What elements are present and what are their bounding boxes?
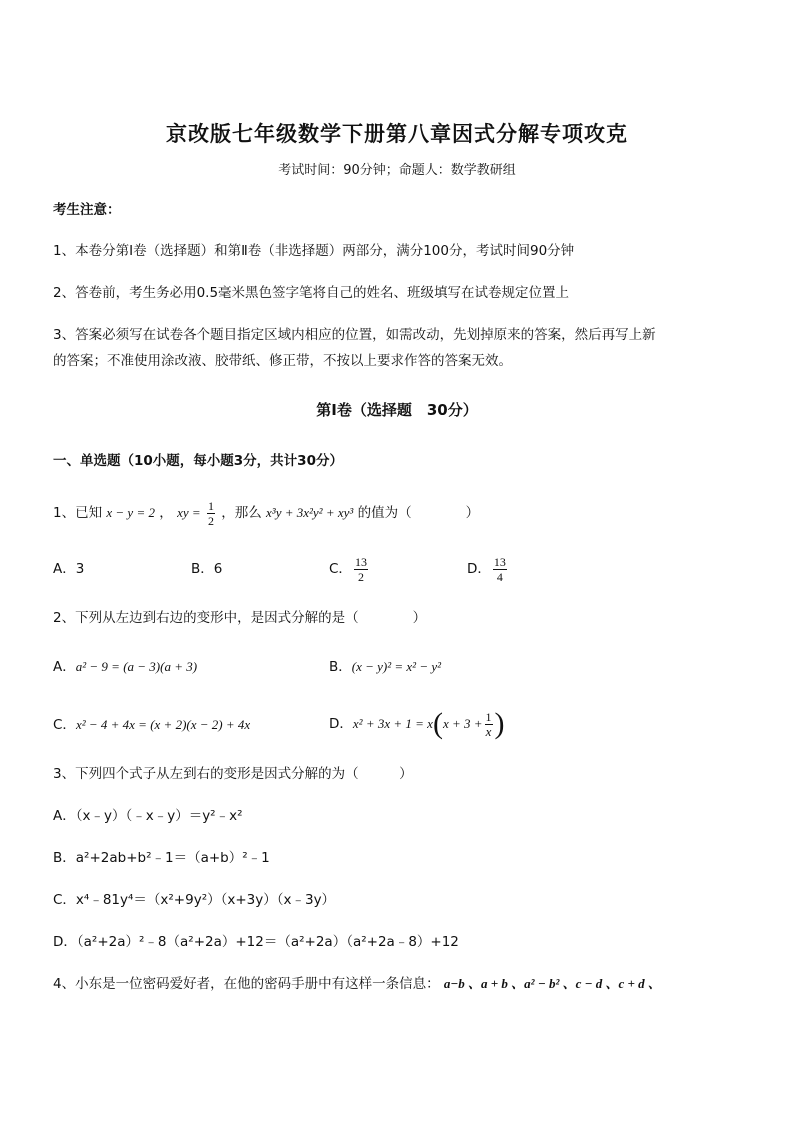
q1-condition-2: xy = <box>177 505 201 520</box>
q1-option-d-label: D． <box>467 561 491 577</box>
q2-option-d-denominator: x <box>485 723 492 739</box>
q1-separator: ， <box>159 505 173 521</box>
q1-fraction-numerator: 1 <box>207 498 214 513</box>
q1-mid: ，那么 <box>221 505 262 521</box>
q3-option-c: C．x⁴﹣81y⁴＝（x²+9y²）（x+3y）（x﹣3y） <box>53 892 336 908</box>
q2-option-d-right-paren: ) <box>494 707 505 740</box>
q2-option-b <box>329 657 441 677</box>
notice-item-3: 3、答案必须写在试卷各个题目指定区域内相应的位置，如需改动，先划掉原来的答案，然后再写上新 <box>53 327 656 343</box>
q1-expression: x³y + 3x²y² + xy³ <box>266 505 354 520</box>
q1-option-c-numerator: 13 <box>354 554 367 569</box>
q2-option-a-expression: a² − 9 = (a − 3)(a + 3) <box>75 659 198 674</box>
notice-item-2: 2、答卷前，考生务必用0.5毫米黑色签字笔将自己的姓名、班级填写在试卷规定位置上 <box>53 285 570 301</box>
q2-option-d-left-paren: ( <box>432 707 443 740</box>
q2-option-a-label: A． <box>53 659 76 675</box>
q1-condition-1: x − y = 2 <box>106 505 155 520</box>
question-2: 2、下列从左边到右边的变形中，是因式分解的是（ ） <box>53 610 427 626</box>
q2-option-b-label: B． <box>329 659 352 675</box>
q1-option-d-denominator: 4 <box>496 569 503 584</box>
q2-option-d-numerator: 1 <box>485 709 492 724</box>
q1-option-b-label: B． <box>191 561 214 577</box>
q1-option-b <box>191 559 222 579</box>
q2-option-c-expression: x² − 4 + 4x = (x + 2)(x − 2) + 4x <box>75 717 251 732</box>
q3-option-a: A．（x﹣y）（﹣x﹣y）＝y²﹣x² <box>53 808 243 824</box>
q1-option-c <box>329 551 370 587</box>
q1-option-a-value: 3 <box>75 561 85 577</box>
q1-option-a <box>53 559 84 579</box>
q2-option-d-expression-start: x² + 3x + 1 = x <box>352 716 433 731</box>
q1-option-b-value: 6 <box>213 561 223 577</box>
q2-option-d-label: D． <box>329 716 353 732</box>
q1-option-a-label: A． <box>53 561 76 577</box>
q2-option-a <box>53 657 197 677</box>
exam-subtitle: 考试时间：90分钟；命题人：数学教研组 <box>278 163 516 178</box>
question-4 <box>53 974 661 994</box>
q1-suffix: 的值为（ ） <box>357 505 480 521</box>
q1-option-c-label: C． <box>329 561 352 577</box>
q1-option-d <box>467 551 509 587</box>
q1-option-c-fraction <box>354 555 368 584</box>
notice-item-3-cont: 的答案；不准使用涂改液、胶带纸、修正带，不按以上要求作答的答案无效。 <box>53 353 512 369</box>
q4-stem: 4、小东是一位密码爱好者，在他的密码手册中有这样一条信息： <box>53 976 440 992</box>
section-title: 第Ⅰ卷（选择题 30分） <box>316 401 478 419</box>
notice-heading: 考生注意： <box>53 202 121 218</box>
q3-option-d: D．（a²+2a）²﹣8（a²+2a）+12＝（a²+2a）（a²+2a﹣8）+12 <box>53 934 459 950</box>
q1-fraction <box>207 499 215 528</box>
q2-option-d-expression-mid: x + 3 + <box>442 716 483 731</box>
q2-option-c-label: C． <box>53 717 76 733</box>
q4-terms: a−b 、a + b 、a² − b² 、c − d 、c + d 、 <box>443 976 661 991</box>
q1-fraction-denominator: 2 <box>207 513 214 528</box>
q2-option-b-expression: (x − y)² = x² − y² <box>351 659 442 674</box>
q3-option-b: B．a²+2ab+b²﹣1＝（a+b）²﹣1 <box>53 850 270 866</box>
q2-option-c <box>53 715 250 735</box>
q1-option-c-denominator: 2 <box>357 569 364 584</box>
question-1 <box>53 498 479 528</box>
question-3: 3、下列四个式子从左到右的变形是因式分解的为（ ） <box>53 766 413 782</box>
q1-prefix: 1、已知 <box>53 505 103 521</box>
q1-option-d-fraction <box>493 555 507 584</box>
notice-item-1: 1、本卷分第Ⅰ卷（选择题）和第Ⅱ卷（非选择题）两部分，满分100分，考试时间90分钟 <box>53 243 575 259</box>
q2-option-d <box>329 704 505 744</box>
q1-option-d-numerator: 13 <box>493 554 506 569</box>
q2-option-d-fraction <box>485 710 493 739</box>
page-title: 京改版七年级数学下册第八章因式分解专项攻克 <box>166 122 628 146</box>
part-heading: 一、单选题（10小题，每小题3分，共计30分） <box>53 453 343 469</box>
